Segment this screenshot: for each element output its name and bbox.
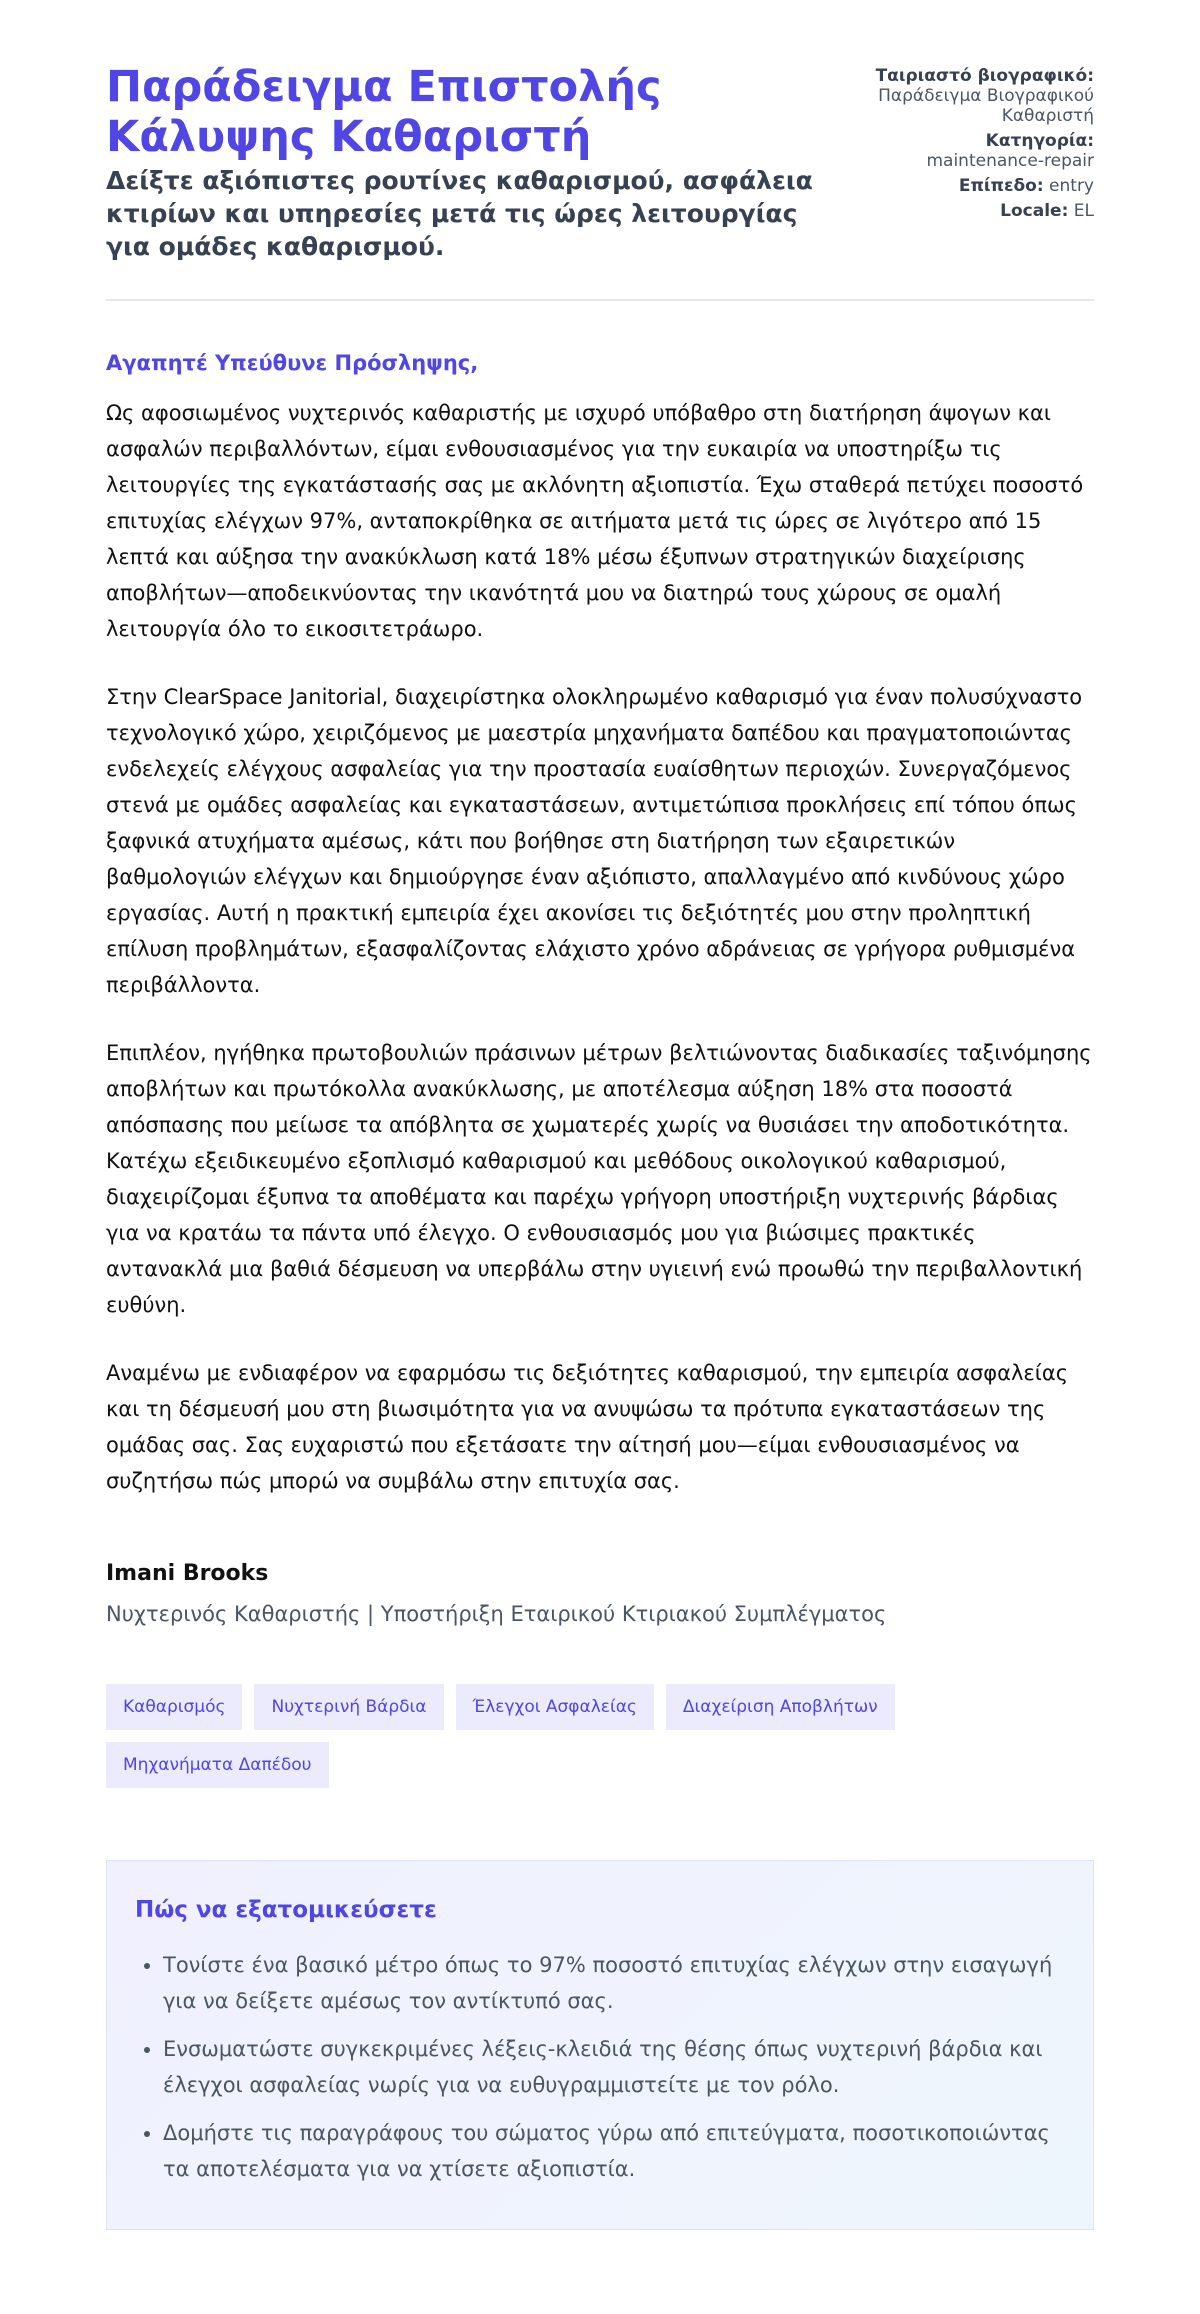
page-subtitle: Δείξτε αξιόπιστες ρουτίνες καθαρισμού, ασφάλεια κτιρίων και υπηρεσίες μετά τις ώρες λειτουργίας για ομάδες καθαρισμού.: [106, 166, 813, 261]
meta-resume: Ταιριαστό βιογραφικό: Παράδειγμα Βιογραφικού Καθαριστή: [875, 66, 1094, 126]
header: [106, 62, 1094, 263]
paragraph: Επιπλέον, ηγήθηκα πρωτοβουλιών πράσινων μέτρων βελτιώνοντας διαδικασίες ταξινόμησης αποβλήτων και πρωτόκολλα ανακύκλωσης, με αποτέλεσμα αύξηση 18% στα ποσοστά απόσπασης που μείωσε τα απόβλητα σε χωματερές χωρίς να θυσιάσει την αποδοτικότητα. Κατέχω εξειδικευμένο εξοπλισμό καθαρισμού και μεθόδους οικολογικού καθαρισμού, διαχειρίζομαι έξυπνα τα αποθέματα και παρέχω γρήγορη υποστήριξη νυχτερινής βάρδιας για να κρατάω τα πάντα υπό έλεγχο. Ο ενθουσιασμός μου για βιώσιμες πρακτικές αντανακλά μια βαθιά δέσμευση να υπερβάλω στην υγιεινή ενώ προωθώ την περιβαλλοντική ευθύνη.: [106, 1041, 1092, 1317]
tag: Έλεγχοι Ασφαλείας: [456, 1684, 654, 1730]
paragraph: Ως αφοσιωμένος νυχτερινός καθαριστής με ισχυρό υπόβαθρο στη διατήρηση άψογων και ασφαλών περιβαλλόντων, είμαι ενθουσιασμένος για την ευκαιρία να υποστηρίξω τις λειτουργίες της εγκατάστασής σας με ακλόνητη αξιοπιστία. Έχω σταθερά πετύχει ποσοστό επιτυχίας ελέγχων 97%, ανταποκρίθηκα σε αιτήματα μετά τις ώρες σε λιγότερο από 15 λεπτά και αύξησα την ανακύκλωση κατά 18% μέσω έξυπνων στρατηγικών διαχείρισης αποβλήτων—αποδεικνύοντας την ικανότητά μου να διατηρώ τους χώρους σε ομαλή λειτουργία όλο το εικοσιτετράωρο.: [106, 401, 1084, 641]
paragraph: Στην ClearSpace Janitorial, διαχειρίστηκα ολοκληρωμένο καθαρισμό για έναν πολυσύχναστο τεχνολογικό χώρο, χειριζόμενος με μαεστρία μηχανήματα δαπέδου και πραγματοποιώντας ενδελεχείς ελέγχους ασφαλείας για την προστασία ευαίσθητων περιοχών. Συνεργαζόμενος στενά με ομάδες ασφαλείας και εγκαταστάσεων, αντιμετώπισα προκλήσεις επί τόπου όπως ξαφνικά ατυχήματα αμέσως, κάτι που βοήθησε στη διατήρηση των εξαιρετικών βαθμολογιών ελέγχων και δημιούργησε έναν αξιόπιστο, απαλλαγμένο από κινδύνους χώρο εργασίας. Αυτή η πρακτική εμπειρία έχει ακονίσει τις δεξιότητές μου στην προληπτική επίλυση προβλημάτων, εξασφαλίζοντας ελάχιστο χρόνο αδράνειας σε γρήγορα ρυθμισμένα περιβάλλοντα.: [106, 685, 1083, 997]
tag: Διαχείριση Αποβλήτων: [666, 1684, 895, 1730]
page-title: Παράδειγμα Επιστολής Κάλυψης Καθαριστή: [106, 62, 662, 162]
tag: Νυχτερινή Βάρδια: [254, 1684, 443, 1730]
signature-role: Νυχτερινός Καθαριστής | Υποστήριξη Εταιρικού Κτιριακού Συμπλέγματος: [106, 1602, 887, 1626]
meta-category: Κατηγορία: maintenance-repair: [926, 131, 1094, 171]
paragraph: Αναμένω με ενδιαφέρον να εφαρμόσω τις δεξιότητες καθαρισμού, την εμπειρία ασφαλείας και τη δέσμευσή μου στη βιωσιμότητα για να ανυψώσω τα πρότυπα εγκαταστάσεων της ομάδας σας. Σας ευχαριστώ που εξετάσατε την αίτησή μου—είμαι ενθουσιασμένος να συζητήσω πώς μπορώ να συμβάλω στην επιτυχία σας.: [106, 1361, 1069, 1493]
tag: Μηχανήματα Δαπέδου: [106, 1742, 329, 1788]
tip-item: • Δομήστε τις παραγράφους του σώματος γύρω από επιτεύγματα, ποσοτικοποιώντας τα αποτελέσματα για να χτίσετε αξιοπιστία.: [163, 2115, 1063, 2187]
tip-item: • Τονίστε ένα βασικό μέτρο όπως το 97% ποσοστό επιτυχίας ελέγχων στην εισαγωγή για να δείξετε αμέσως τον αντίκτυπό σας.: [163, 1947, 1063, 2019]
divider: [106, 299, 1094, 301]
tag-list: [106, 1684, 1006, 1788]
signature-name: Imani Brooks: [106, 1561, 269, 1586]
tips-title: Πώς να εξατομικεύσετε: [135, 1897, 437, 1923]
meta-panel: [854, 66, 1094, 226]
greeting: Αγαπητέ Υπεύθυνε Πρόσληψης,: [106, 351, 479, 375]
letter-body: [106, 395, 1094, 1499]
tips-box: [106, 1860, 1094, 2230]
tips-list: [135, 1947, 1063, 2187]
meta-locale: Locale: EL: [1000, 201, 1094, 221]
meta-level: Επίπεδο: entry: [958, 176, 1094, 196]
tip-item: • Ενσωματώστε συγκεκριμένες λέξεις-κλειδιά της θέσης όπως νυχτερινή βάρδια και έλεγχοι ασφαλείας νωρίς για να ευθυγραμμιστείτε με τον ρόλο.: [163, 2031, 1063, 2103]
tag: Καθαρισμός: [106, 1684, 242, 1730]
